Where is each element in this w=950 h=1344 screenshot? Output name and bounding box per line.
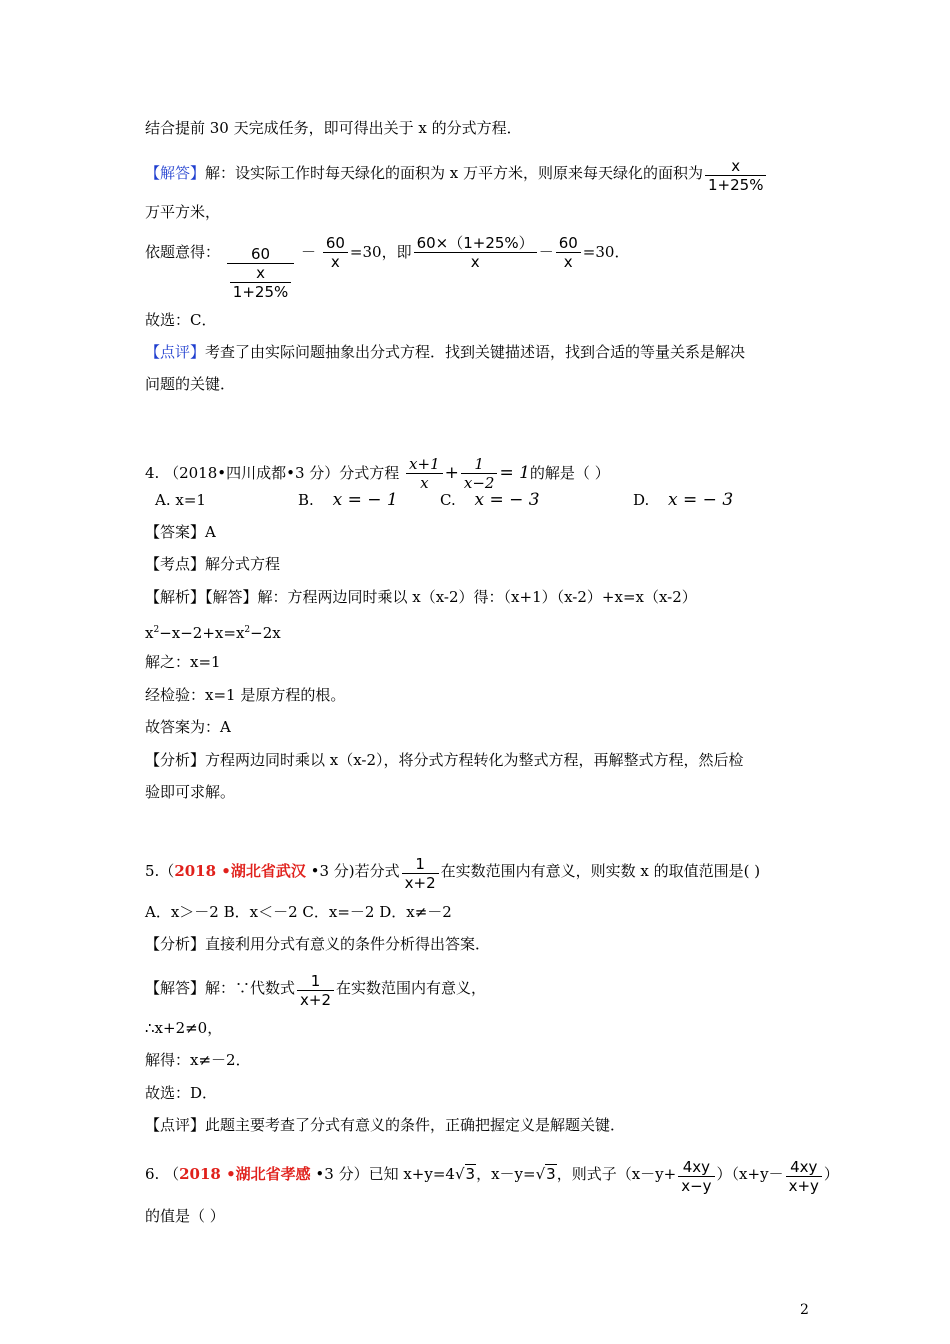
minus-sign: － [538,243,554,261]
q4-step-1 [145,620,281,643]
q5-comment: 【点评】此题主要考查了分式有意义的条件，正确把握定义是解题关键． [145,1116,626,1134]
q5-fenxi: 【分析】直接利用分式有意义的条件分析得出答案． [145,935,491,953]
nested-fraction [230,264,291,301]
frac-num: 1 [402,855,439,874]
q4-stem [145,455,610,492]
frac-num: 4xy [678,1158,714,1177]
equals-one: = 1 [499,463,530,483]
radicand: 3 [465,1165,476,1183]
step-mid: −x−2+x=x [159,624,245,642]
q5-step-1: ∴x+2≠0， [145,1019,223,1037]
frac-den: 1+25% [708,176,764,194]
option-value: x = − 3 [668,490,734,510]
q4-option-b [298,490,398,510]
equals-30-then: =30，即 [349,243,412,261]
q4-fraction-2 [461,455,498,492]
q6-line-2: 的值是（ ） [145,1207,225,1225]
frac-den: x [330,253,340,271]
option-label: B. [298,491,314,509]
frac-den: x+2 [404,874,436,892]
q5-score: •3 分)若分式 [305,862,400,880]
p3-line-1: 结合提前 30 天完成任务，即可得出关于 x 的分式方程． [145,119,522,137]
q5-source: 2018 •湖北省武汉 [174,862,306,880]
frac-num: 60×（1+25%） [414,234,537,253]
p3-equation-line [145,234,629,301]
frac-den-nested [227,264,294,301]
step-x: x [145,624,154,642]
step-end: −2x [250,624,281,642]
q4-point: 【考点】解分式方程 [145,555,281,573]
q6-stem [145,1158,839,1195]
frac-den: x−2 [463,474,495,492]
minus-sign: － [301,243,317,261]
complex-fraction [227,245,294,301]
q6-fraction-1 [678,1158,714,1195]
plus-sign: + [444,463,459,483]
sqrt-3: √3 [535,1165,556,1183]
q6-mid3: ）（x+y－ [716,1165,784,1183]
solution-tag: 【解答】 [145,164,206,182]
radicand: 3 [546,1165,556,1183]
q6-end: ） [823,1165,839,1183]
comment-text: 考查了由实际问题抽象出分式方程．找到关键描述语，找到合适的等量关系是解决 [205,343,746,361]
solution-text: 解：设实际工作时每天绿化的面积为 x 万平方米，则原来每天绿化的面积为 [205,164,704,182]
q4-analysis: 【解析】【解答】解：方程两边同时乘以 x（x-2）得：（x+1）（x-2）+x=x（x-2） [145,588,697,606]
q4-step-3: 经检验：x=1 是原方程的根。 [145,686,346,704]
q5-fraction [402,855,439,892]
q5-fraction [297,972,334,1009]
frac-num: 60 [227,245,294,264]
p3-solution-line [145,157,768,194]
q6-mid: ，x－y= [476,1165,536,1183]
q4-step-2: 解之：x=1 [145,653,221,671]
page-number: 2 [800,1302,809,1318]
q5-step-2: 解得：x≠－2． [145,1051,251,1069]
p3-comment-cont: 问题的关键． [145,375,236,393]
q4-option-c [440,490,540,510]
fraction-60x125-over-x [414,234,537,271]
q5-options: A．x＞－2 B．x＜－2 C．x=－2 D．x≠－2 [145,903,452,921]
q4-option-d [633,490,733,510]
frac-num: 60 [556,234,581,253]
q6-source: 2018 •湖北省孝感 [179,1165,311,1183]
superscript-2: 2 [153,625,160,635]
jieda-post: 在实数范围内有意义， [336,979,487,997]
frac-den: x+y [788,1177,819,1195]
option-label: C. [440,491,456,509]
q4-stem-post: 的解是（ ） [529,464,610,482]
q4-answer: 【答案】A [145,523,216,541]
q6-num: 6. （ [145,1165,180,1183]
q4-option-a: A. x=1 [155,491,206,509]
option-value: x = − 1 [332,490,398,510]
q5-step-3: 故选：D． [145,1084,218,1102]
comment-tag: 【点评】 [145,343,206,361]
frac-den: x [563,253,573,271]
q4-fraction-1 [406,455,443,492]
frac-num: x [705,157,766,176]
q5-num: 5.（ [145,862,175,880]
nested-den: 1+25% [232,283,289,301]
equals-30-end: =30． [582,243,630,261]
frac-num: 4xy [786,1158,822,1177]
nested-num: x [230,264,291,283]
sqrt-3: √3 [454,1165,476,1183]
frac-num: 60 [323,234,348,253]
q4-step-4: 故答案为：A [145,718,231,736]
frac-den: x [420,474,429,492]
q4-stem-pre: 4. （2018•四川成都•3 分）分式方程 [145,464,400,482]
frac-den: x−y [681,1177,712,1195]
p3-choice: 故选：C． [145,311,217,329]
frac-num: 1 [297,972,334,991]
frac-num: x+1 [406,455,443,474]
fraction-60-over-x [556,234,581,271]
frac-den: x [470,253,480,271]
p3-line-3: 万平方米， [145,203,221,221]
equation-prefix: 依题意得： [145,243,221,261]
fraction-x-over-125 [705,157,766,194]
q5-stem-post: 在实数范围内有意义，则实数 x 的取值范围是( ) [440,862,761,880]
p3-comment [145,342,745,362]
q4-fenxi: 【分析】方程两边同时乘以 x（x-2），将分式方程转化为整式方程，再解整式方程，然后检 [145,751,744,769]
frac-num: 1 [461,455,498,474]
frac-den: x+2 [300,991,332,1009]
fraction-60-over-x [323,234,348,271]
q6-score: •3 分）已知 x+y=4 [310,1165,455,1183]
superscript-2: 2 [244,625,251,635]
q5-jieda [145,972,486,1009]
jieda-pre: 【解答】解：∵代数式 [145,979,296,997]
q4-fenxi-cont: 验即可求解。 [145,783,236,801]
q6-fraction-2 [786,1158,822,1195]
option-label: D. [633,491,650,509]
option-value: x = − 3 [474,490,540,510]
q6-mid2: ，则式子（x－y+ [556,1165,677,1183]
q5-stem [145,855,760,892]
